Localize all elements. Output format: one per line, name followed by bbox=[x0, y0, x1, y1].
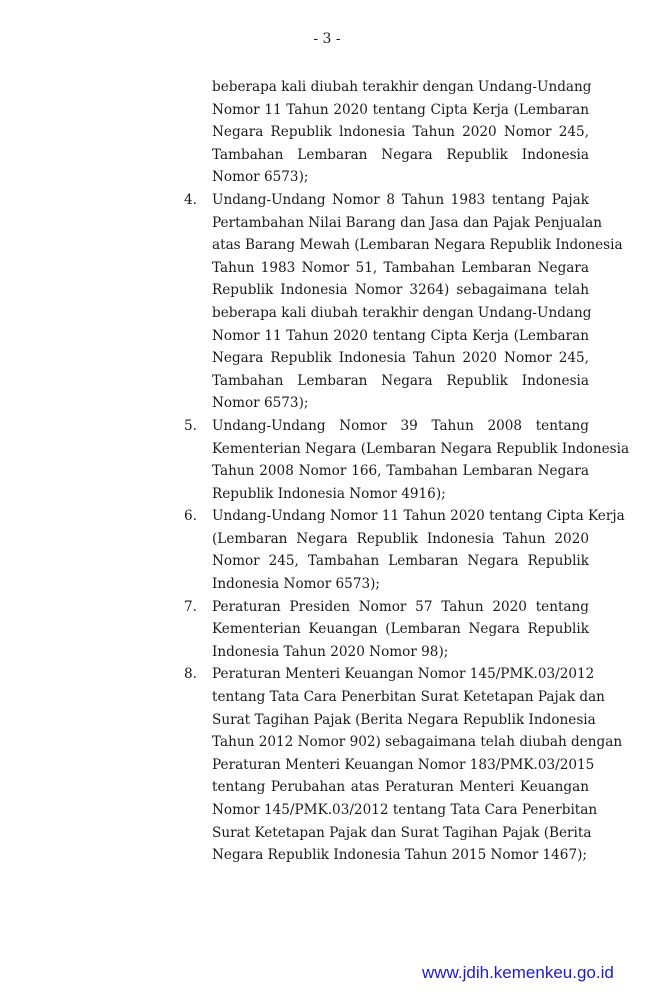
list-item bbox=[184, 596, 589, 664]
text-line: Peraturan Menteri Keuangan Nomor 145/PMK.03/2012 bbox=[212, 666, 595, 683]
item-number: 4. bbox=[184, 191, 197, 208]
text-line: Kementerian Keuangan (Lembaran Negara Republik bbox=[212, 621, 589, 638]
text-line: beberapa kali diubah terakhir dengan Undang-Undang bbox=[212, 304, 592, 321]
text-line: Indonesia Nomor 6573); bbox=[212, 576, 381, 593]
text-line: Tahun 2008 Nomor 166, Tambahan Lembaran Negara bbox=[212, 463, 589, 480]
text-line: atas Barang Mewah (Lembaran Negara Republik Indonesia bbox=[212, 237, 623, 254]
list-item bbox=[184, 415, 630, 505]
text-line: Nomor 145/PMK.03/2012 tentang Tata Cara Penerbitan bbox=[212, 802, 598, 818]
text-line: Indonesia Tahun 2020 Nomor 98); bbox=[212, 643, 449, 660]
text-line: Nomor 6573); bbox=[212, 395, 309, 412]
text-line: Tahun 1983 Nomor 51, Tambahan Lembaran Negara bbox=[212, 259, 589, 276]
text-line: Surat Tagihan Pajak (Berita Negara Republik Indonesia bbox=[212, 711, 596, 728]
text-line: Peraturan Presiden Nomor 57 Tahun 2020 tentang bbox=[212, 598, 589, 615]
text-line: Nomor 245, Tambahan Lembaran Negara Republik bbox=[212, 553, 589, 570]
text-line: Negara Republik Indonesia Tahun 2015 Nomor 1467); bbox=[212, 847, 587, 864]
text-line: tentang Tata Cara Penerbitan Surat Ketetapan Pajak dan bbox=[212, 689, 605, 706]
list-item bbox=[184, 663, 623, 866]
text-line: Nomor 11 Tahun 2020 tentang Cipta Kerja (Lembaran bbox=[212, 101, 589, 118]
text-line: tentang Perubahan atas Peraturan Menteri Keuangan bbox=[212, 779, 589, 796]
text-line: Negara Republik lndonesia Tahun 2020 Nomor 245, bbox=[212, 124, 589, 141]
text-line: Tahun 2012 Nomor 902) sebagaimana telah diubah dengan bbox=[212, 734, 623, 751]
text-line: Nomor 11 Tahun 2020 tentang Cipta Kerja (Lembaran bbox=[212, 327, 589, 344]
text-line: Kementerian Negara (Lembaran Negara Republik Indonesia bbox=[212, 440, 630, 457]
text-line: Pertambahan Nilai Barang dan Jasa dan Pajak Penjualan bbox=[212, 214, 602, 231]
text-line: Republik Indonesia Nomor 4916); bbox=[212, 485, 446, 502]
text-line: Tambahan Lembaran Negara Republik Indonesia bbox=[212, 372, 589, 389]
text-line: Surat Ketetapan Pajak dan Surat Tagihan Pajak (Berita bbox=[212, 824, 592, 841]
page-number: - 3 - bbox=[313, 31, 341, 47]
footer-url[interactable]: www.jdih.kemenkeu.go.id bbox=[422, 963, 614, 982]
text-line: Undang-Undang Nomor 39 Tahun 2008 tentang bbox=[212, 417, 589, 434]
text-line: Negara Republik Indonesia Tahun 2020 Nomor 245, bbox=[212, 350, 589, 367]
text-line: Nomor 6573); bbox=[212, 169, 309, 186]
item-number: 6. bbox=[184, 508, 197, 525]
item-number: 8. bbox=[184, 666, 197, 683]
item-number: 5. bbox=[184, 417, 197, 434]
text-line: (Lembaran Negara Republik Indonesia Tahun 2020 bbox=[212, 530, 589, 547]
list-item bbox=[184, 189, 623, 415]
text-line: Tambahan Lembaran Negara Republik Indonesia bbox=[212, 146, 589, 163]
item-number: 7. bbox=[184, 598, 197, 615]
text-line: Republik Indonesia Nomor 3264) sebagaimana telah bbox=[212, 282, 589, 299]
text-line: Undang-Undang Nomor 8 Tahun 1983 tentang Pajak bbox=[212, 191, 589, 208]
list-item bbox=[184, 76, 592, 189]
list-item bbox=[184, 505, 625, 595]
text-line: beberapa kali diubah terakhir dengan Undang-Undang bbox=[212, 79, 592, 95]
legal-basis-list bbox=[184, 76, 630, 867]
text-line: Peraturan Menteri Keuangan Nomor 183/PMK.03/2015 bbox=[212, 756, 595, 773]
text-line: Undang-Undang Nomor 11 Tahun 2020 tentang Cipta Kerja bbox=[212, 508, 625, 525]
